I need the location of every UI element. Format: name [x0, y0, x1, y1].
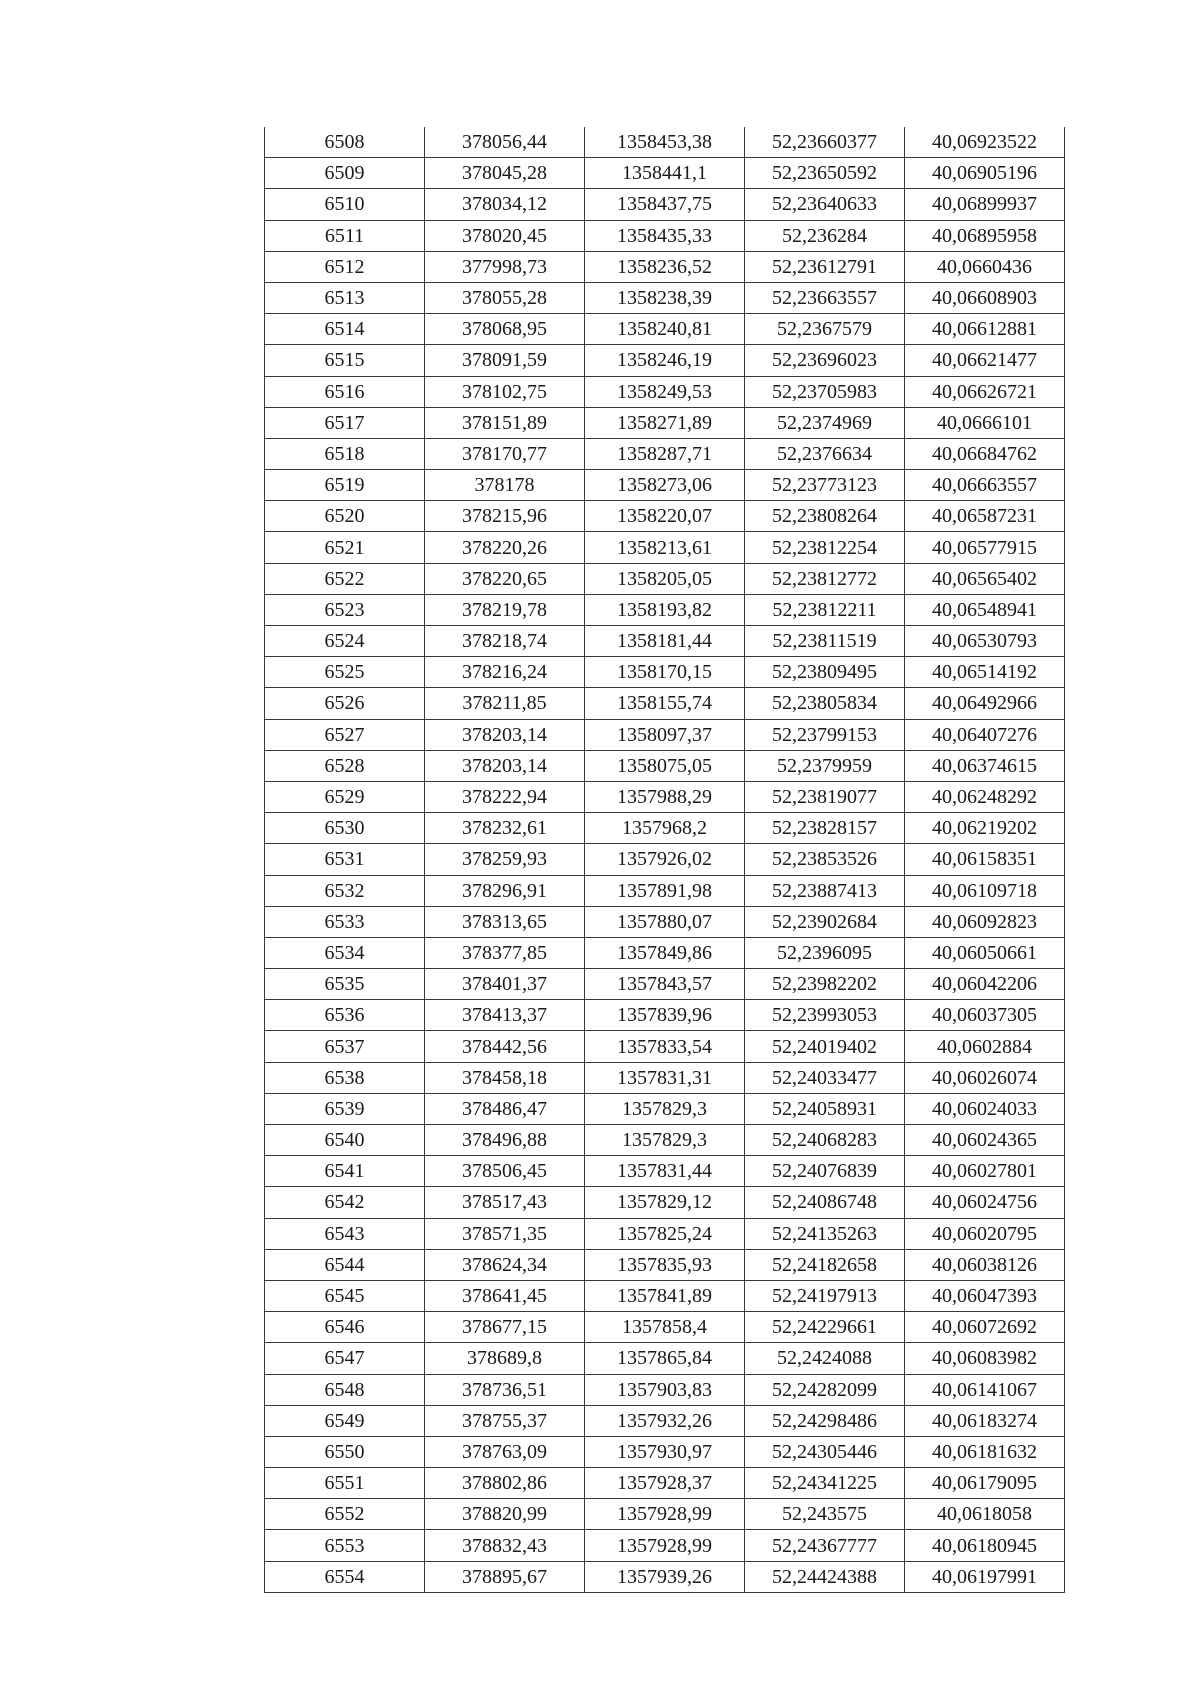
- y-coordinate-cell: 1357833,54: [585, 1031, 745, 1062]
- x-coordinate-cell: 378232,61: [425, 813, 585, 844]
- y-coordinate-cell: 1358236,52: [585, 251, 745, 282]
- x-coordinate-cell: 378296,91: [425, 875, 585, 906]
- latitude-cell: 52,24305446: [745, 1436, 905, 1467]
- table-row: [265, 1312, 1065, 1343]
- longitude-cell: 40,06158351: [905, 844, 1065, 875]
- table-row: [265, 158, 1065, 189]
- longitude-cell: 40,06072692: [905, 1312, 1065, 1343]
- x-coordinate-cell: 377998,73: [425, 251, 585, 282]
- table-row: [265, 1530, 1065, 1561]
- x-coordinate-cell: 378220,26: [425, 532, 585, 563]
- point-number-cell: 6511: [265, 220, 425, 251]
- longitude-cell: 40,06905196: [905, 158, 1065, 189]
- longitude-cell: 40,06024756: [905, 1187, 1065, 1218]
- latitude-cell: 52,24068283: [745, 1125, 905, 1156]
- latitude-cell: 52,2424088: [745, 1343, 905, 1374]
- table-row: [265, 1561, 1065, 1592]
- y-coordinate-cell: 1358441,1: [585, 158, 745, 189]
- table-row: [265, 1374, 1065, 1405]
- x-coordinate-cell: 378211,85: [425, 688, 585, 719]
- longitude-cell: 40,06626721: [905, 376, 1065, 407]
- longitude-cell: 40,06141067: [905, 1374, 1065, 1405]
- x-coordinate-cell: 378486,47: [425, 1093, 585, 1124]
- longitude-cell: 40,0602884: [905, 1031, 1065, 1062]
- x-coordinate-cell: 378091,59: [425, 345, 585, 376]
- point-number-cell: 6539: [265, 1093, 425, 1124]
- latitude-cell: 52,23809495: [745, 657, 905, 688]
- latitude-cell: 52,23828157: [745, 813, 905, 844]
- latitude-cell: 52,23612791: [745, 251, 905, 282]
- point-number-cell: 6516: [265, 376, 425, 407]
- y-coordinate-cell: 1358181,44: [585, 626, 745, 657]
- table-row: [265, 532, 1065, 563]
- longitude-cell: 40,06248292: [905, 781, 1065, 812]
- y-coordinate-cell: 1358220,07: [585, 501, 745, 532]
- table-row: [265, 1031, 1065, 1062]
- point-number-cell: 6553: [265, 1530, 425, 1561]
- table-row: [265, 470, 1065, 501]
- table-row: [265, 563, 1065, 594]
- y-coordinate-cell: 1357928,37: [585, 1468, 745, 1499]
- latitude-cell: 52,2367579: [745, 314, 905, 345]
- point-number-cell: 6547: [265, 1343, 425, 1374]
- latitude-cell: 52,23993053: [745, 1000, 905, 1031]
- y-coordinate-cell: 1357928,99: [585, 1530, 745, 1561]
- point-number-cell: 6541: [265, 1156, 425, 1187]
- longitude-cell: 40,06219202: [905, 813, 1065, 844]
- table-row: [265, 1280, 1065, 1311]
- latitude-cell: 52,23819077: [745, 781, 905, 812]
- table-row: [265, 937, 1065, 968]
- point-number-cell: 6540: [265, 1125, 425, 1156]
- table-row: [265, 1218, 1065, 1249]
- table-row: [265, 407, 1065, 438]
- point-number-cell: 6530: [265, 813, 425, 844]
- latitude-cell: 52,24033477: [745, 1062, 905, 1093]
- longitude-cell: 40,06514192: [905, 657, 1065, 688]
- longitude-cell: 40,06621477: [905, 345, 1065, 376]
- table-row: [265, 220, 1065, 251]
- y-coordinate-cell: 1358437,75: [585, 189, 745, 220]
- x-coordinate-cell: 378178: [425, 470, 585, 501]
- longitude-cell: 40,06608903: [905, 282, 1065, 313]
- latitude-cell: 52,24341225: [745, 1468, 905, 1499]
- latitude-cell: 52,23640633: [745, 189, 905, 220]
- point-number-cell: 6524: [265, 626, 425, 657]
- latitude-cell: 52,24282099: [745, 1374, 905, 1405]
- x-coordinate-cell: 378218,74: [425, 626, 585, 657]
- table-row: [265, 1405, 1065, 1436]
- point-number-cell: 6536: [265, 1000, 425, 1031]
- latitude-cell: 52,23812211: [745, 594, 905, 625]
- x-coordinate-cell: 378020,45: [425, 220, 585, 251]
- x-coordinate-cell: 378055,28: [425, 282, 585, 313]
- table-row: [265, 438, 1065, 469]
- y-coordinate-cell: 1358271,89: [585, 407, 745, 438]
- point-number-cell: 6534: [265, 937, 425, 968]
- point-number-cell: 6520: [265, 501, 425, 532]
- point-number-cell: 6521: [265, 532, 425, 563]
- longitude-cell: 40,06587231: [905, 501, 1065, 532]
- longitude-cell: 40,06923522: [905, 127, 1065, 158]
- longitude-cell: 40,06047393: [905, 1280, 1065, 1311]
- point-number-cell: 6554: [265, 1561, 425, 1592]
- x-coordinate-cell: 378215,96: [425, 501, 585, 532]
- table-row: [265, 969, 1065, 1000]
- longitude-cell: 40,06038126: [905, 1249, 1065, 1280]
- latitude-cell: 52,23812254: [745, 532, 905, 563]
- y-coordinate-cell: 1358213,61: [585, 532, 745, 563]
- table-row: [265, 1125, 1065, 1156]
- y-coordinate-cell: 1358155,74: [585, 688, 745, 719]
- latitude-cell: 52,24197913: [745, 1280, 905, 1311]
- point-number-cell: 6531: [265, 844, 425, 875]
- table-row: [265, 813, 1065, 844]
- x-coordinate-cell: 378259,93: [425, 844, 585, 875]
- x-coordinate-cell: 378045,28: [425, 158, 585, 189]
- y-coordinate-cell: 1358435,33: [585, 220, 745, 251]
- longitude-cell: 40,0660436: [905, 251, 1065, 282]
- latitude-cell: 52,23805834: [745, 688, 905, 719]
- latitude-cell: 52,23773123: [745, 470, 905, 501]
- longitude-cell: 40,06612881: [905, 314, 1065, 345]
- y-coordinate-cell: 1357825,24: [585, 1218, 745, 1249]
- point-number-cell: 6544: [265, 1249, 425, 1280]
- table-row: [265, 345, 1065, 376]
- point-number-cell: 6538: [265, 1062, 425, 1093]
- y-coordinate-cell: 1358249,53: [585, 376, 745, 407]
- table-row: [265, 1468, 1065, 1499]
- longitude-cell: 40,06197991: [905, 1561, 1065, 1592]
- longitude-cell: 40,06083982: [905, 1343, 1065, 1374]
- longitude-cell: 40,06024365: [905, 1125, 1065, 1156]
- y-coordinate-cell: 1357865,84: [585, 1343, 745, 1374]
- y-coordinate-cell: 1357903,83: [585, 1374, 745, 1405]
- y-coordinate-cell: 1357968,2: [585, 813, 745, 844]
- y-coordinate-cell: 1357841,89: [585, 1280, 745, 1311]
- longitude-cell: 40,0666101: [905, 407, 1065, 438]
- latitude-cell: 52,23799153: [745, 719, 905, 750]
- latitude-cell: 52,24086748: [745, 1187, 905, 1218]
- table-row: [265, 1000, 1065, 1031]
- coordinates-table: [264, 127, 1065, 1593]
- latitude-cell: 52,23902684: [745, 906, 905, 937]
- x-coordinate-cell: 378216,24: [425, 657, 585, 688]
- x-coordinate-cell: 378203,14: [425, 750, 585, 781]
- longitude-cell: 40,06684762: [905, 438, 1065, 469]
- longitude-cell: 40,06565402: [905, 563, 1065, 594]
- latitude-cell: 52,23811519: [745, 626, 905, 657]
- table-row: [265, 906, 1065, 937]
- latitude-cell: 52,243575: [745, 1499, 905, 1530]
- latitude-cell: 52,23650592: [745, 158, 905, 189]
- y-coordinate-cell: 1357880,07: [585, 906, 745, 937]
- latitude-cell: 52,24424388: [745, 1561, 905, 1592]
- table-row: [265, 1343, 1065, 1374]
- longitude-cell: 40,06183274: [905, 1405, 1065, 1436]
- latitude-cell: 52,24076839: [745, 1156, 905, 1187]
- x-coordinate-cell: 378442,56: [425, 1031, 585, 1062]
- longitude-cell: 40,06492966: [905, 688, 1065, 719]
- x-coordinate-cell: 378222,94: [425, 781, 585, 812]
- x-coordinate-cell: 378220,65: [425, 563, 585, 594]
- latitude-cell: 52,2379959: [745, 750, 905, 781]
- latitude-cell: 52,24298486: [745, 1405, 905, 1436]
- point-number-cell: 6508: [265, 127, 425, 158]
- latitude-cell: 52,23853526: [745, 844, 905, 875]
- table-row: [265, 781, 1065, 812]
- table-row: [265, 657, 1065, 688]
- longitude-cell: 40,06374615: [905, 750, 1065, 781]
- y-coordinate-cell: 1357891,98: [585, 875, 745, 906]
- latitude-cell: 52,24367777: [745, 1530, 905, 1561]
- longitude-cell: 40,06181632: [905, 1436, 1065, 1467]
- table-row: [265, 1062, 1065, 1093]
- point-number-cell: 6515: [265, 345, 425, 376]
- latitude-cell: 52,24019402: [745, 1031, 905, 1062]
- x-coordinate-cell: 378377,85: [425, 937, 585, 968]
- x-coordinate-cell: 378034,12: [425, 189, 585, 220]
- point-number-cell: 6512: [265, 251, 425, 282]
- x-coordinate-cell: 378571,35: [425, 1218, 585, 1249]
- latitude-cell: 52,23812772: [745, 563, 905, 594]
- y-coordinate-cell: 1358453,38: [585, 127, 745, 158]
- table-row: [265, 1249, 1065, 1280]
- table-row: [265, 501, 1065, 532]
- y-coordinate-cell: 1357831,31: [585, 1062, 745, 1093]
- longitude-cell: 40,06037305: [905, 1000, 1065, 1031]
- x-coordinate-cell: 378736,51: [425, 1374, 585, 1405]
- point-number-cell: 6509: [265, 158, 425, 189]
- table-row: [265, 1156, 1065, 1187]
- latitude-cell: 52,2396095: [745, 937, 905, 968]
- y-coordinate-cell: 1358205,05: [585, 563, 745, 594]
- latitude-cell: 52,23982202: [745, 969, 905, 1000]
- x-coordinate-cell: 378413,37: [425, 1000, 585, 1031]
- table-row: [265, 1093, 1065, 1124]
- latitude-cell: 52,24135263: [745, 1218, 905, 1249]
- longitude-cell: 40,06530793: [905, 626, 1065, 657]
- table-row: [265, 750, 1065, 781]
- y-coordinate-cell: 1357926,02: [585, 844, 745, 875]
- point-number-cell: 6514: [265, 314, 425, 345]
- x-coordinate-cell: 378219,78: [425, 594, 585, 625]
- table-row: [265, 688, 1065, 719]
- table-row: [265, 1499, 1065, 1530]
- table-row: [265, 1436, 1065, 1467]
- longitude-cell: 40,0618058: [905, 1499, 1065, 1530]
- latitude-cell: 52,24229661: [745, 1312, 905, 1343]
- point-number-cell: 6529: [265, 781, 425, 812]
- longitude-cell: 40,06895958: [905, 220, 1065, 251]
- y-coordinate-cell: 1357839,96: [585, 1000, 745, 1031]
- longitude-cell: 40,06407276: [905, 719, 1065, 750]
- x-coordinate-cell: 378677,15: [425, 1312, 585, 1343]
- table-row: [265, 626, 1065, 657]
- point-number-cell: 6523: [265, 594, 425, 625]
- latitude-cell: 52,2376634: [745, 438, 905, 469]
- y-coordinate-cell: 1357988,29: [585, 781, 745, 812]
- y-coordinate-cell: 1357939,26: [585, 1561, 745, 1592]
- point-number-cell: 6535: [265, 969, 425, 1000]
- x-coordinate-cell: 378313,65: [425, 906, 585, 937]
- longitude-cell: 40,06092823: [905, 906, 1065, 937]
- y-coordinate-cell: 1357858,4: [585, 1312, 745, 1343]
- longitude-cell: 40,06109718: [905, 875, 1065, 906]
- point-number-cell: 6532: [265, 875, 425, 906]
- y-coordinate-cell: 1358170,15: [585, 657, 745, 688]
- point-number-cell: 6543: [265, 1218, 425, 1249]
- x-coordinate-cell: 378689,8: [425, 1343, 585, 1374]
- table-row: [265, 127, 1065, 158]
- y-coordinate-cell: 1357932,26: [585, 1405, 745, 1436]
- table-row: [265, 594, 1065, 625]
- y-coordinate-cell: 1358238,39: [585, 282, 745, 313]
- x-coordinate-cell: 378832,43: [425, 1530, 585, 1561]
- x-coordinate-cell: 378755,37: [425, 1405, 585, 1436]
- latitude-cell: 52,23705983: [745, 376, 905, 407]
- y-coordinate-cell: 1357843,57: [585, 969, 745, 1000]
- table-row: [265, 719, 1065, 750]
- table-row: [265, 282, 1065, 313]
- table-row: [265, 844, 1065, 875]
- x-coordinate-cell: 378151,89: [425, 407, 585, 438]
- latitude-cell: 52,24058931: [745, 1093, 905, 1124]
- x-coordinate-cell: 378820,99: [425, 1499, 585, 1530]
- x-coordinate-cell: 378641,45: [425, 1280, 585, 1311]
- longitude-cell: 40,06577915: [905, 532, 1065, 563]
- x-coordinate-cell: 378624,34: [425, 1249, 585, 1280]
- point-number-cell: 6550: [265, 1436, 425, 1467]
- x-coordinate-cell: 378517,43: [425, 1187, 585, 1218]
- x-coordinate-cell: 378056,44: [425, 127, 585, 158]
- x-coordinate-cell: 378068,95: [425, 314, 585, 345]
- point-number-cell: 6537: [265, 1031, 425, 1062]
- point-number-cell: 6519: [265, 470, 425, 501]
- longitude-cell: 40,06042206: [905, 969, 1065, 1000]
- longitude-cell: 40,06024033: [905, 1093, 1065, 1124]
- y-coordinate-cell: 1357829,12: [585, 1187, 745, 1218]
- latitude-cell: 52,236284: [745, 220, 905, 251]
- y-coordinate-cell: 1357928,99: [585, 1499, 745, 1530]
- latitude-cell: 52,23696023: [745, 345, 905, 376]
- y-coordinate-cell: 1358287,71: [585, 438, 745, 469]
- y-coordinate-cell: 1357930,97: [585, 1436, 745, 1467]
- point-number-cell: 6510: [265, 189, 425, 220]
- longitude-cell: 40,06026074: [905, 1062, 1065, 1093]
- table-row: [265, 251, 1065, 282]
- table-row: [265, 875, 1065, 906]
- y-coordinate-cell: 1357835,93: [585, 1249, 745, 1280]
- x-coordinate-cell: 378496,88: [425, 1125, 585, 1156]
- point-number-cell: 6545: [265, 1280, 425, 1311]
- y-coordinate-cell: 1358193,82: [585, 594, 745, 625]
- point-number-cell: 6513: [265, 282, 425, 313]
- point-number-cell: 6522: [265, 563, 425, 594]
- table-row: [265, 1187, 1065, 1218]
- latitude-cell: 52,23887413: [745, 875, 905, 906]
- y-coordinate-cell: 1357831,44: [585, 1156, 745, 1187]
- x-coordinate-cell: 378401,37: [425, 969, 585, 1000]
- longitude-cell: 40,06179095: [905, 1468, 1065, 1499]
- point-number-cell: 6546: [265, 1312, 425, 1343]
- point-number-cell: 6528: [265, 750, 425, 781]
- x-coordinate-cell: 378458,18: [425, 1062, 585, 1093]
- coordinates-table-body: [265, 127, 1065, 1592]
- point-number-cell: 6517: [265, 407, 425, 438]
- longitude-cell: 40,06548941: [905, 594, 1065, 625]
- point-number-cell: 6549: [265, 1405, 425, 1436]
- longitude-cell: 40,06180945: [905, 1530, 1065, 1561]
- point-number-cell: 6518: [265, 438, 425, 469]
- latitude-cell: 52,23663557: [745, 282, 905, 313]
- y-coordinate-cell: 1358075,05: [585, 750, 745, 781]
- y-coordinate-cell: 1357829,3: [585, 1093, 745, 1124]
- table-row: [265, 189, 1065, 220]
- longitude-cell: 40,06020795: [905, 1218, 1065, 1249]
- latitude-cell: 52,2374969: [745, 407, 905, 438]
- y-coordinate-cell: 1358097,37: [585, 719, 745, 750]
- y-coordinate-cell: 1357829,3: [585, 1125, 745, 1156]
- x-coordinate-cell: 378763,09: [425, 1436, 585, 1467]
- x-coordinate-cell: 378102,75: [425, 376, 585, 407]
- point-number-cell: 6542: [265, 1187, 425, 1218]
- x-coordinate-cell: 378895,67: [425, 1561, 585, 1592]
- x-coordinate-cell: 378802,86: [425, 1468, 585, 1499]
- latitude-cell: 52,24182658: [745, 1249, 905, 1280]
- point-number-cell: 6533: [265, 906, 425, 937]
- x-coordinate-cell: 378506,45: [425, 1156, 585, 1187]
- table-row: [265, 376, 1065, 407]
- point-number-cell: 6526: [265, 688, 425, 719]
- y-coordinate-cell: 1357849,86: [585, 937, 745, 968]
- latitude-cell: 52,23660377: [745, 127, 905, 158]
- point-number-cell: 6548: [265, 1374, 425, 1405]
- point-number-cell: 6525: [265, 657, 425, 688]
- table-row: [265, 314, 1065, 345]
- point-number-cell: 6551: [265, 1468, 425, 1499]
- y-coordinate-cell: 1358246,19: [585, 345, 745, 376]
- y-coordinate-cell: 1358273,06: [585, 470, 745, 501]
- point-number-cell: 6527: [265, 719, 425, 750]
- longitude-cell: 40,06050661: [905, 937, 1065, 968]
- x-coordinate-cell: 378203,14: [425, 719, 585, 750]
- longitude-cell: 40,06899937: [905, 189, 1065, 220]
- point-number-cell: 6552: [265, 1499, 425, 1530]
- x-coordinate-cell: 378170,77: [425, 438, 585, 469]
- longitude-cell: 40,06027801: [905, 1156, 1065, 1187]
- y-coordinate-cell: 1358240,81: [585, 314, 745, 345]
- latitude-cell: 52,23808264: [745, 501, 905, 532]
- longitude-cell: 40,06663557: [905, 470, 1065, 501]
